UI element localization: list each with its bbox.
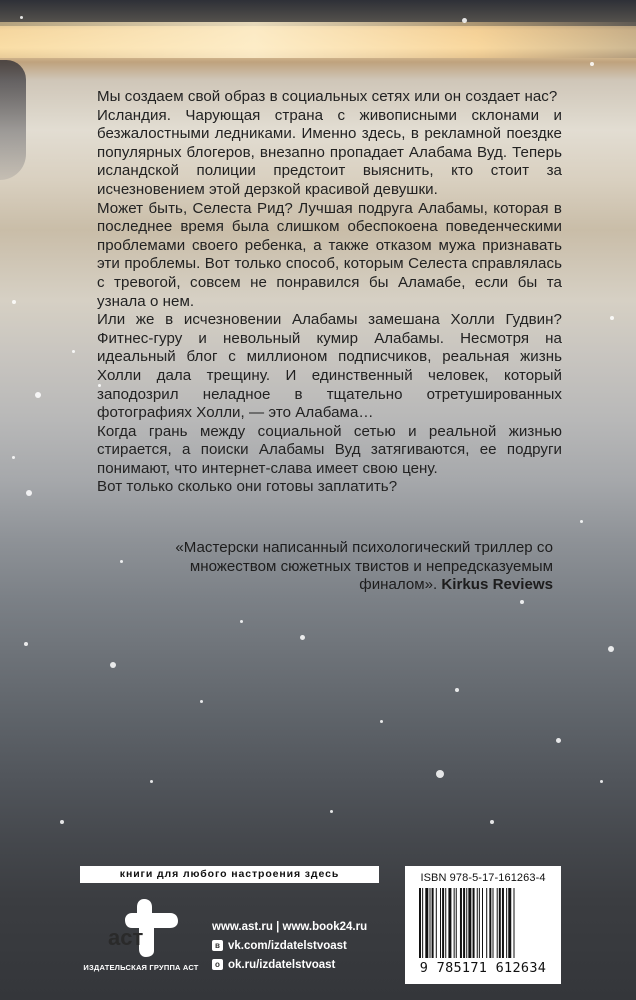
snowflake bbox=[462, 18, 467, 23]
quote-source: Kirkus Reviews bbox=[441, 576, 553, 594]
barcode-bar bbox=[419, 888, 421, 958]
snowflake bbox=[380, 720, 383, 723]
barcode-bar bbox=[502, 888, 504, 958]
sunset-glow bbox=[0, 22, 636, 58]
snowflake bbox=[610, 316, 614, 320]
review-quote bbox=[125, 539, 553, 595]
vk-link-row bbox=[212, 936, 367, 955]
quote-text: «Мастерски написанный психологический триллер со множеством сюжетных твистов и непредсказуемым финалом». bbox=[175, 539, 553, 594]
barcode-bar bbox=[468, 888, 471, 958]
snowflake bbox=[24, 642, 28, 646]
barcode-bar bbox=[466, 888, 467, 958]
logo-text: аст bbox=[108, 925, 144, 950]
snowflake bbox=[20, 16, 23, 19]
snowflake bbox=[436, 770, 444, 778]
rock-shadow bbox=[0, 60, 26, 180]
isbn-block bbox=[405, 866, 561, 984]
vk-icon: в bbox=[212, 940, 223, 951]
snowflake bbox=[72, 350, 75, 353]
ok-link[interactable]: ok.ru/izdatelstvoast bbox=[228, 958, 336, 971]
barcode-bar bbox=[440, 888, 441, 958]
snowflake bbox=[26, 490, 32, 496]
publisher-name: ИЗДАТЕЛЬСКАЯ ГРУППА АСТ bbox=[83, 963, 199, 972]
barcode-bar bbox=[482, 888, 483, 958]
barcode-bar bbox=[473, 888, 475, 958]
publisher-links bbox=[212, 917, 367, 974]
snowflake bbox=[12, 300, 16, 304]
snowflake bbox=[556, 738, 561, 743]
snowflake bbox=[110, 662, 116, 668]
barcode-bar bbox=[463, 888, 465, 958]
ok-link-row bbox=[212, 955, 367, 974]
blurb-paragraph: Мы создаем свой образ в социальных сетях или он создает нас? bbox=[97, 88, 558, 105]
ast-logo bbox=[100, 895, 184, 959]
barcode-bar bbox=[430, 888, 431, 958]
blurb-text bbox=[97, 88, 562, 497]
blurb-paragraph: Когда грань между социальной сетью и реальной жизнью стирается, а поиски Алабамы Вуд затягиваются, ее подруги понимают, что интернет-слава имеет свою цену. bbox=[97, 422, 562, 477]
barcode-bar bbox=[508, 888, 511, 958]
barcode-bar bbox=[436, 888, 437, 958]
barcode-bar bbox=[425, 888, 428, 958]
snowflake bbox=[120, 560, 123, 563]
barcode-bar bbox=[445, 888, 446, 958]
barcode-bar bbox=[477, 888, 478, 958]
barcode-bar bbox=[493, 888, 494, 958]
barcode-bar bbox=[460, 888, 462, 958]
snowflake bbox=[12, 456, 15, 459]
snowflake bbox=[240, 620, 243, 623]
barcode-bar bbox=[506, 888, 507, 958]
blurb-paragraph: Вот только сколько они готовы заплатить? bbox=[97, 478, 398, 496]
snowflake bbox=[455, 688, 459, 692]
barcode-bar bbox=[454, 888, 455, 958]
snowflake bbox=[330, 810, 333, 813]
barcode bbox=[417, 888, 551, 958]
barcode-bar bbox=[432, 888, 434, 958]
snowflake bbox=[35, 392, 41, 398]
snowflake bbox=[490, 820, 494, 824]
barcode-bar bbox=[497, 888, 498, 958]
snowflake bbox=[600, 780, 603, 783]
web-links[interactable]: www.ast.ru | www.book24.ru bbox=[212, 920, 368, 933]
snowflake bbox=[200, 700, 203, 703]
web-link-row bbox=[212, 917, 367, 936]
snowflake bbox=[300, 635, 305, 640]
snowflake bbox=[580, 520, 583, 523]
barcode-bar bbox=[422, 888, 423, 958]
snowflake bbox=[608, 646, 614, 652]
snowflake bbox=[60, 820, 64, 824]
ok-icon: о bbox=[212, 959, 223, 970]
isbn-label: ISBN 978-5-17-161263-4 bbox=[420, 872, 546, 884]
barcode-bar bbox=[448, 888, 451, 958]
slogan-banner: книги для любого настроения здесь bbox=[80, 866, 379, 883]
barcode-bar bbox=[486, 888, 487, 958]
barcode-bar bbox=[489, 888, 491, 958]
barcode-bar bbox=[479, 888, 480, 958]
vk-link[interactable]: vk.com/izdatelstvoast bbox=[228, 939, 347, 952]
barcode-bar bbox=[442, 888, 444, 958]
blurb-paragraph: Исландия. Чарующая страна с живописными склонами и безжалостными ледниками. Именно здесь, в рекламной поездке популярных блогеров, внезапно пропадает Алабама Вуд. Теперь исландской полиции предстоит выяснить, кто стоит за исчезновением этой дерзкой красивой девушки. bbox=[97, 106, 562, 198]
barcode-bar bbox=[456, 888, 457, 958]
snowflake bbox=[150, 780, 153, 783]
snowflake bbox=[520, 600, 524, 604]
blurb-paragraph: Может быть, Селеста Рид? Лучшая подруга Алабамы, которая в последнее время была слишком обеспокоена поведенческими проблемами своего ребенка, а также отказом мужа признавать эти проблемы. Вот только способ, которым Селеста справлялась с тревогой, совсем не понравился бы Аламабе, если бы та узнала о нем. bbox=[97, 199, 562, 310]
barcode-bar bbox=[514, 888, 515, 958]
barcode-bar bbox=[499, 888, 501, 958]
barcode-number: 9 785171 612634 bbox=[419, 960, 547, 976]
snowflake bbox=[590, 62, 594, 66]
blurb-paragraph: Или же в исчезновении Алабамы замешана Холли Гудвин? Фитнес-гуру и невольный кумир Алабамы. Несмотря на идеальный блог с миллионом подписчиков, реальная жизнь Холли дала трещину. И единственный человек, который заподозрил неладное в тщательно отретушированных фотографиях Холли, — это Алабама… bbox=[97, 311, 562, 422]
